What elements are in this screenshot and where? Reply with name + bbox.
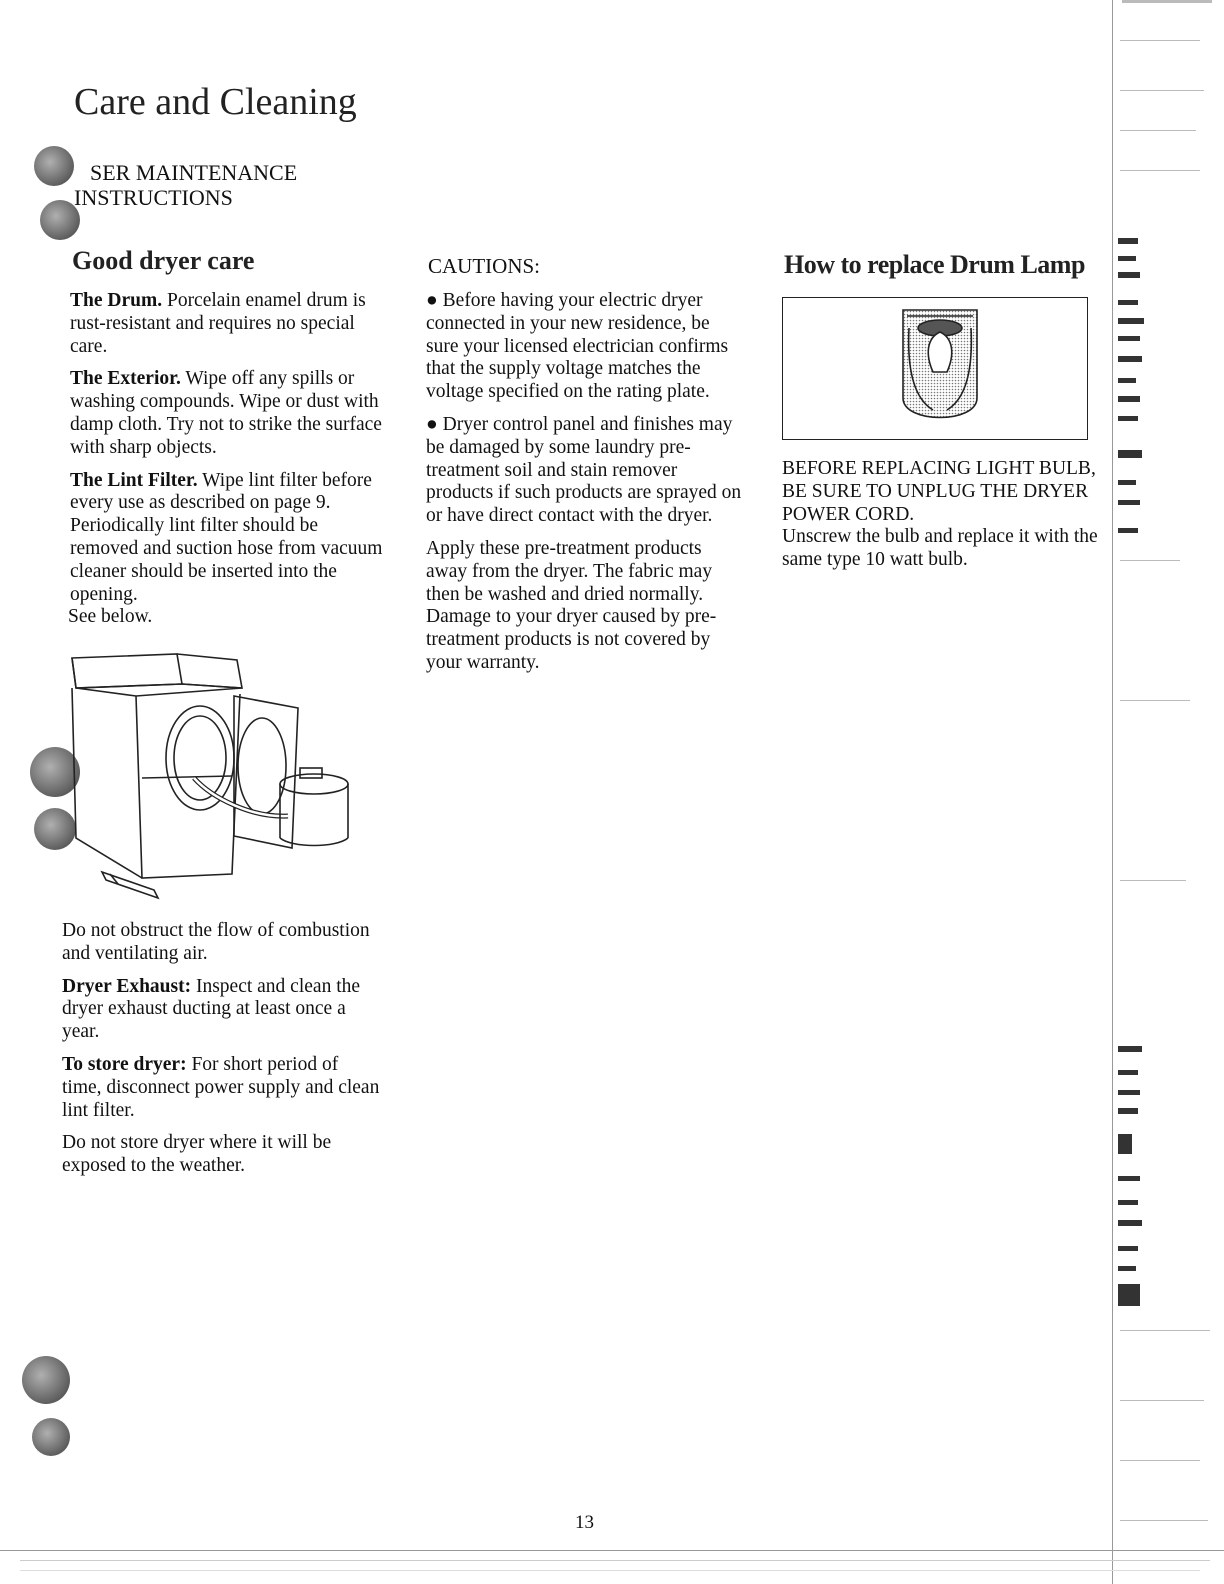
drum-lamp-heading: How to replace Drum Lamp (784, 250, 1085, 279)
see-below: See below. (68, 606, 153, 628)
lint-filter-label: The Lint Filter. (70, 469, 198, 491)
scan-bottom-artifact (0, 1550, 1224, 1584)
lint-filter-paragraph (70, 470, 390, 607)
cautions-heading: CAUTIONS: (428, 254, 541, 278)
column2-text (426, 290, 746, 685)
lint-filter-text: Wipe lint filter before every use as described on page 9. Periodically lint filter should be removed and suction hose from vacuum cleaner should be inserted into the opening. (70, 469, 383, 605)
caution-bullet-1 (426, 290, 746, 404)
airflow-paragraph: Do not obstruct the flow of combustion and ventilating air. (62, 920, 370, 964)
exhaust-paragraph (62, 976, 382, 1044)
drum-lamp-illustration-box (782, 297, 1088, 440)
caution-bullet-2-text: Dryer control panel and finishes may be damaged by some laundry pre-treatment soil and stain remover products if such products are sprayed on or have direct contact with the dryer. (426, 413, 742, 527)
column3-text (782, 458, 1102, 582)
exterior-label: The Exterior. (70, 368, 181, 390)
weather-paragraph: Do not store dryer where it will be exposed to the weather. (62, 1132, 332, 1177)
exhaust-text: Inspect and clean the dryer exhaust ducting at least once a year. (62, 975, 361, 1043)
drum-text: Porcelain enamel drum is rust-resistant and requires no special care. (70, 290, 366, 357)
drum-lamp-illustration (783, 298, 1086, 438)
caution-bullet-1-text: Before having your electric dryer connected in your new residence, be sure your licensed electrician confirms that the supply voltage matches the voltage specified on the rating plate. (426, 290, 729, 403)
bulb-instruction: Unscrew the bulb and replace it with the same type 10 watt bulb. (782, 526, 1098, 571)
exterior-text: Wipe off any spills or washing compounds. Wipe or dust with damp cloth. Try not to strike the surface with sharp objects. (70, 368, 382, 458)
bullet-icon: ● (426, 413, 443, 435)
column1-bottom (62, 920, 382, 1188)
binder-hole (22, 1356, 70, 1404)
dryer-vacuum-illustration (62, 648, 362, 904)
apply-paragraph: Apply these pre-treatment products away from the dryer. The fabric may then be washed and dried normally. Damage to your dryer caused by pre-treatment products is not covered by your warranty. (426, 537, 717, 673)
section-label-line1: SER MAINTENANCE (90, 160, 298, 185)
section-label-line2: INSTRUCTIONS (74, 185, 233, 210)
section-label (74, 160, 297, 210)
store-label: To store dryer: (62, 1053, 187, 1075)
page-title: Care and Cleaning (74, 81, 357, 123)
page-number: 13 (575, 1512, 594, 1533)
binder-hole (34, 146, 74, 186)
drum-paragraph (70, 290, 390, 358)
exterior-paragraph (70, 368, 390, 459)
good-dryer-care-heading: Good dryer care (72, 246, 255, 275)
bullet-icon: ● (426, 290, 443, 311)
caution-bullet-2 (426, 414, 746, 528)
exhaust-label: Dryer Exhaust: (62, 975, 192, 997)
store-paragraph (62, 1054, 382, 1122)
drum-label: The Drum. (70, 290, 163, 311)
store-text: For short period of time, disconnect power supply and clean lint filter. (62, 1053, 380, 1121)
unplug-warning: BEFORE REPLACING LIGHT BULB, BE SURE TO UNPLUG THE DRYER POWER CORD. (782, 458, 1096, 525)
column1-top (70, 290, 390, 639)
scan-edge-artifact (1112, 0, 1224, 1584)
binder-hole (32, 1418, 70, 1456)
